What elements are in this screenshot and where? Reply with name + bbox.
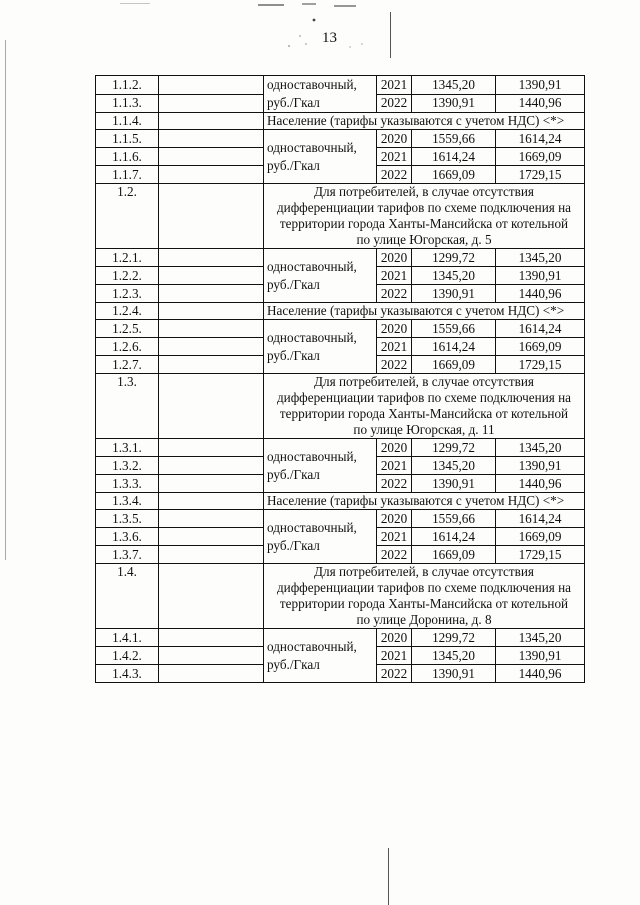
tariff-first-half: 1669,09	[412, 166, 496, 184]
row-number: 1.2.6.	[96, 338, 159, 356]
year-cell: 2022	[377, 356, 412, 374]
row-number: 1.3.6.	[96, 528, 159, 546]
tariff-first-half: 1614,24	[412, 528, 496, 546]
row-number: 1.2.3.	[96, 285, 159, 303]
year-cell: 2022	[377, 546, 412, 564]
year-cell: 2022	[377, 475, 412, 493]
unit-label: одноставочный, руб./Гкал	[264, 320, 377, 374]
row-number: 1.3.7.	[96, 546, 159, 564]
tariff-row	[96, 510, 585, 528]
empty-cell	[159, 629, 264, 647]
unit-label: одноставочный, руб./Гкал	[264, 439, 377, 493]
year-cell: 2022	[377, 94, 412, 113]
empty-cell	[159, 493, 264, 510]
tariff-second-half: 1390,91	[496, 647, 585, 665]
tariff-second-half: 1729,15	[496, 356, 585, 374]
empty-cell	[159, 647, 264, 665]
tariff-second-half: 1614,24	[496, 320, 585, 338]
section-header-row	[96, 374, 585, 439]
empty-cell	[159, 267, 264, 285]
empty-cell	[159, 320, 264, 338]
unit-label: одноставочный, руб./Гкал	[264, 629, 377, 683]
tariff-second-half: 1390,91	[496, 457, 585, 475]
tariff-second-half: 1669,09	[496, 338, 585, 356]
tariff-row	[96, 439, 585, 457]
row-number: 1.2.4.	[96, 303, 159, 320]
tariff-first-half: 1390,91	[412, 665, 496, 683]
year-cell: 2021	[377, 528, 412, 546]
tariff-first-half: 1559,66	[412, 130, 496, 148]
tariff-second-half: 1614,24	[496, 130, 585, 148]
empty-cell	[159, 356, 264, 374]
tariff-first-half: 1614,24	[412, 148, 496, 166]
row-number: 1.2.2.	[96, 267, 159, 285]
tariff-second-half: 1669,09	[496, 528, 585, 546]
year-cell: 2021	[377, 148, 412, 166]
row-number: 1.1.3.	[96, 94, 159, 113]
tariff-first-half: 1345,20	[412, 647, 496, 665]
row-number: 1.2.5.	[96, 320, 159, 338]
tariff-second-half: 1614,24	[496, 510, 585, 528]
tariff-first-half: 1559,66	[412, 510, 496, 528]
tariff-second-half: 1440,96	[496, 475, 585, 493]
year-cell: 2020	[377, 249, 412, 267]
section-header-text: Население (тарифы указываются с учетом НДС) <*>	[264, 303, 585, 320]
tariff-row	[96, 629, 585, 647]
tariff-first-half: 1614,24	[412, 338, 496, 356]
year-cell: 2022	[377, 166, 412, 184]
section-header-text: Население (тарифы указываются с учетом НДС) <*>	[264, 113, 585, 130]
empty-cell	[159, 439, 264, 457]
row-number: 1.2.	[96, 184, 159, 249]
row-number: 1.1.5.	[96, 130, 159, 148]
row-number: 1.1.6.	[96, 148, 159, 166]
section-header-row	[96, 184, 585, 249]
empty-cell	[159, 148, 264, 166]
row-number: 1.1.2.	[96, 76, 159, 95]
section-header-text: Для потребителей, в случае отсутствия дифференциации тарифов по схеме подключения на территории города Ханты-Мансийска от котельной по улице Югорская, д. 5	[264, 184, 585, 249]
empty-cell	[159, 113, 264, 130]
empty-cell	[159, 303, 264, 320]
section-header-text: Население (тарифы указываются с учетом НДС) <*>	[264, 493, 585, 510]
tariff-first-half: 1299,72	[412, 439, 496, 457]
empty-cell	[159, 249, 264, 267]
year-cell: 2020	[377, 510, 412, 528]
tariff-first-half: 1345,20	[412, 76, 496, 95]
tariff-first-half: 1559,66	[412, 320, 496, 338]
tariff-first-half: 1669,09	[412, 546, 496, 564]
tariff-second-half: 1440,96	[496, 285, 585, 303]
scan-line-header	[390, 12, 391, 58]
tariff-second-half: 1440,96	[496, 94, 585, 113]
year-cell: 2021	[377, 338, 412, 356]
section-header-row	[96, 303, 585, 320]
row-number: 1.3.	[96, 374, 159, 439]
row-number: 1.1.7.	[96, 166, 159, 184]
tariff-first-half: 1390,91	[412, 94, 496, 113]
year-cell: 2021	[377, 76, 412, 95]
row-number: 1.3.3.	[96, 475, 159, 493]
scan-line-footer	[388, 848, 389, 905]
row-number: 1.1.4.	[96, 113, 159, 130]
tariff-first-half: 1345,20	[412, 267, 496, 285]
tariff-second-half: 1729,15	[496, 546, 585, 564]
empty-cell	[159, 510, 264, 528]
tariff-row	[96, 130, 585, 148]
tariff-second-half: 1729,15	[496, 166, 585, 184]
row-number: 1.2.1.	[96, 249, 159, 267]
empty-cell	[159, 546, 264, 564]
empty-cell	[159, 457, 264, 475]
scan-line-left-margin	[5, 40, 6, 560]
year-cell: 2020	[377, 439, 412, 457]
row-number: 1.3.5.	[96, 510, 159, 528]
year-cell: 2020	[377, 629, 412, 647]
tariff-row	[96, 76, 585, 95]
year-cell: 2020	[377, 320, 412, 338]
row-number: 1.2.7.	[96, 356, 159, 374]
empty-cell	[159, 475, 264, 493]
empty-cell	[159, 166, 264, 184]
row-number: 1.4.3.	[96, 665, 159, 683]
empty-cell	[159, 374, 264, 439]
year-cell: 2021	[377, 647, 412, 665]
tariff-table	[95, 75, 585, 683]
tariff-row	[96, 249, 585, 267]
tariff-second-half: 1390,91	[496, 267, 585, 285]
page-number: 13	[322, 30, 337, 46]
empty-cell	[159, 665, 264, 683]
section-header-text: Для потребителей, в случае отсутствия дифференциации тарифов по схеме подключения на территории города Ханты-Мансийска от котельной по улице Доронина, д. 8	[264, 564, 585, 629]
year-cell: 2021	[377, 267, 412, 285]
empty-cell	[159, 285, 264, 303]
tariff-first-half: 1390,91	[412, 285, 496, 303]
unit-label: одноставочный, руб./Гкал	[264, 130, 377, 184]
scan-artifacts	[0, 0, 640, 70]
year-cell: 2021	[377, 457, 412, 475]
row-number: 1.3.2.	[96, 457, 159, 475]
tariff-second-half: 1440,96	[496, 665, 585, 683]
unit-label: одноставочный, руб./Гкал	[264, 510, 377, 564]
empty-cell	[159, 76, 264, 95]
row-number: 1.4.1.	[96, 629, 159, 647]
tariff-first-half: 1669,09	[412, 356, 496, 374]
tariff-first-half: 1299,72	[412, 249, 496, 267]
row-number: 1.3.1.	[96, 439, 159, 457]
empty-cell	[159, 528, 264, 546]
tariff-first-half: 1345,20	[412, 457, 496, 475]
section-header-row	[96, 493, 585, 510]
year-cell: 2022	[377, 285, 412, 303]
tariff-second-half: 1669,09	[496, 148, 585, 166]
empty-cell	[159, 184, 264, 249]
tariff-second-half: 1345,20	[496, 629, 585, 647]
row-number: 1.3.4.	[96, 493, 159, 510]
empty-cell	[159, 564, 264, 629]
section-header-row	[96, 113, 585, 130]
tariff-second-half: 1345,20	[496, 439, 585, 457]
unit-label: одноставочный, руб./Гкал	[264, 249, 377, 303]
empty-cell	[159, 94, 264, 113]
tariff-first-half: 1299,72	[412, 629, 496, 647]
row-number: 1.4.2.	[96, 647, 159, 665]
row-number: 1.4.	[96, 564, 159, 629]
empty-cell	[159, 130, 264, 148]
tariff-second-half: 1345,20	[496, 249, 585, 267]
section-header-text: Для потребителей, в случае отсутствия дифференциации тарифов по схеме подключения на территории города Ханты-Мансийска от котельной по улице Югорская, д. 11	[264, 374, 585, 439]
tariff-first-half: 1390,91	[412, 475, 496, 493]
tariff-second-half: 1390,91	[496, 76, 585, 95]
unit-label: одноставочный, руб./Гкал	[264, 76, 377, 113]
tariff-row	[96, 320, 585, 338]
empty-cell	[159, 338, 264, 356]
year-cell: 2022	[377, 665, 412, 683]
section-header-row	[96, 564, 585, 629]
year-cell: 2020	[377, 130, 412, 148]
